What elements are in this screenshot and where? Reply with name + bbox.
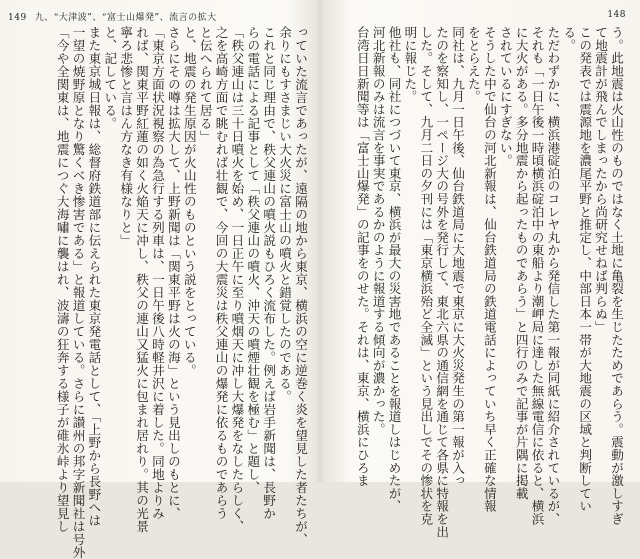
text-column: 「今や全関東は、地震につぐ大海嘯に襲はれ、波濤の狂奔する様子が碓氷峠より望見し <box>54 26 70 533</box>
text-column: をとらえた。 <box>465 26 481 103</box>
text-column: 他社も、同社につづいて東京、横浜が最大の災害地であることを報道しはじめたが、 <box>386 26 402 513</box>
text-column: れば、関東平野紅蓮の如く火焔天に冲し、秩父の連山又猛火に包まれ居れり。其の光景 <box>134 26 150 533</box>
text-column: う。此地震は火山性のものではなく土地に亀裂を生じたためであらう。震動が激しすぎ <box>609 26 624 526</box>
text-column: されているにすぎない。 <box>497 26 513 167</box>
text-column: 「秩父連山は三十日噴火を始め、一日正午に至り噴烟天に冲し大爆発をなしたらしく、 <box>229 26 245 533</box>
text-column: これと同じ理由で、秩父連山の噴火説もひろく流布した。例えば岩手新聞は、長野か <box>261 26 277 520</box>
left-page-number: 149 <box>8 13 27 23</box>
left-page <box>0 0 318 559</box>
text-column: ただわずかに、横浜港碇泊のコレヤ丸から発信した第一報が同紙に紹介されているが、 <box>545 26 561 526</box>
text-column: 同社は、九月一日午後、仙台鉄道局に大地震で東京に大火災発生の第一報が入っ <box>450 26 466 487</box>
text-column: さらにその噂は拡大して、上野新聞は「関東平野は火の海」という見出しのもとに、 <box>165 26 181 520</box>
text-column: 河北新報のみは流言を事実であるかのように報道する傾向が濃かった。 <box>370 26 386 436</box>
text-column: そうした中で仙台の河北新報は、仙台鉄道局の鉄道電話によっていち早く正確な情報 <box>481 26 497 513</box>
text-column: と、地震の発生原因が火山性のものという説をとっている。 <box>181 26 197 377</box>
text-column: 余りにもすさまじい大火災に富士山の噴火と錯覚したのである。 <box>277 26 293 403</box>
text-column: 之を高崎方面で眺むれば壮観で、今回の大震災は秩父連山の爆発に依るものであらう <box>213 26 229 520</box>
right-running-head <box>607 10 626 20</box>
text-column: それも「一日午後一時頃横浜碇泊中の東船より潮岬局に達した無線電信に依ると、横浜 <box>529 26 545 526</box>
text-column: また東京城日報は、総督府鉄道部に伝えられた東京発電話として、「上野から長野へは <box>86 26 102 527</box>
text-column: 台湾日日新聞等は「富士山爆発」の記事をのせた。それは、東京、横浜にひろま <box>354 26 370 487</box>
left-body-text <box>10 26 308 559</box>
text-column: っていた流言であったが、遠隔の地から東京、横浜の空に逆巻く炎を望見した者たちが、 <box>293 26 308 546</box>
text-column: に大火がある。多分地震から起ったものであらう」と四行のみで記事が片隅に掲載 <box>513 26 529 500</box>
text-column: たのを察知し、一ページ大の号外を発行して、東北六県の通信網を通じて各県に特報を出 <box>434 26 450 538</box>
right-page-number: 148 <box>607 10 626 20</box>
text-column: 明に報じた。 <box>402 26 418 103</box>
text-column: 一望の焼野原となり驚くべき惨害である」と報道している。さらに讃州の邦字新聞社は号外 <box>70 26 86 559</box>
left-running-head <box>8 10 217 23</box>
text-column: と、記している。 <box>102 26 118 130</box>
right-page <box>322 0 640 538</box>
text-column: した。そして、九月二日の夕刊には「東京横浜殆ど全滅」という見出しでその惨状を克 <box>418 26 434 526</box>
text-column: 「東京方面状況視察の為急行する列車は、一日午後八時軽井沢に着した。同地よりみ <box>149 26 165 520</box>
text-column: と伝へられて居る」 <box>197 26 213 143</box>
text-column: 寧ろ悲惨と言はん方なき有様なりと」 <box>118 26 134 247</box>
text-column: らの電話による記事として「秩父連山の噴火、沖天の噴煙壮観を極む」と題し、 <box>245 26 261 494</box>
text-column: この発表では震源地を濃尾平野と推定し、中部日本一帯が大地震の区域と判断してい <box>577 26 593 513</box>
chapter-title: 九、“大津波”、“富士山爆発”、流言の拡大 <box>34 13 217 23</box>
right-body-text <box>338 26 624 538</box>
text-column: て地震計が飛んでしまったから尚研究せねば判らぬ」 <box>593 26 609 334</box>
text-column: る。 <box>561 26 577 52</box>
